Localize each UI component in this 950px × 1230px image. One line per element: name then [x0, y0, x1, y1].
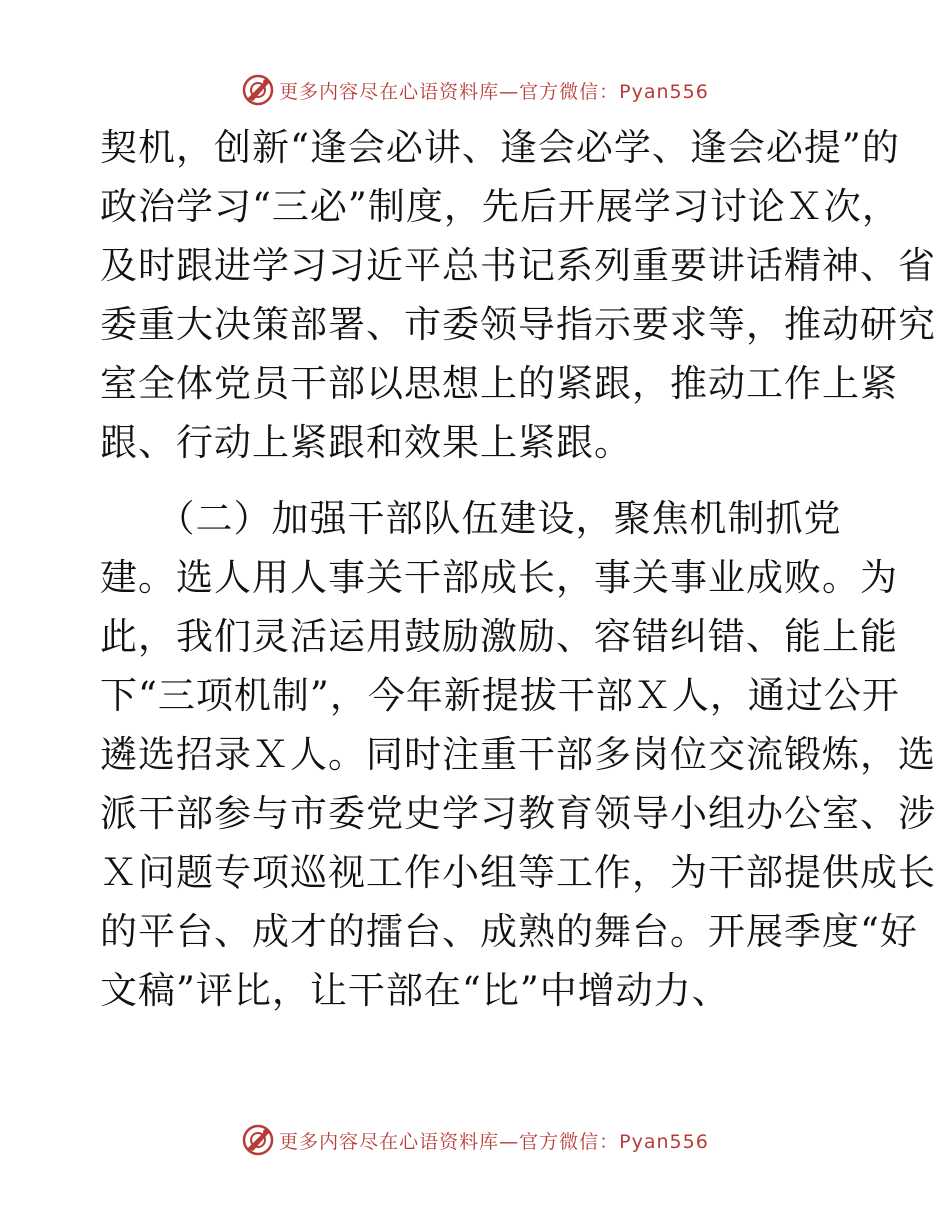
text-line: 文稿”评比，让干部在“比”中增动力、 — [100, 969, 730, 1012]
text-line: 政治学习“三必”制度，先后开展学习讨论Ｘ次， — [100, 185, 900, 228]
text-line: 遴选招录Ｘ人。同时注重干部多岗位交流锻炼，选 — [100, 733, 936, 776]
paragraph-1 — [100, 118, 936, 472]
paragraph-gap — [100, 472, 850, 489]
paragraph-2 — [100, 489, 936, 1020]
watermark-text: 更多内容尽在心语资料库—官方微信：Pyan556 — [279, 80, 709, 103]
text-line: 委重大决策部署、市委领导指示要求等，推动研究 — [100, 303, 936, 346]
brand-logo-icon — [241, 1123, 275, 1157]
text-line: 的平台、成才的擂台、成熟的舞台。开展季度“好 — [100, 910, 918, 953]
brand-logo-icon — [241, 73, 275, 107]
text-line: 契机，创新“逢会必讲、逢会必学、逢会必提”的 — [100, 126, 900, 169]
text-line: （二）加强干部队伍建设，聚焦机制抓党 — [100, 497, 842, 540]
text-line: 下“三项机制”，今年新提拔干部Ｘ人，通过公开 — [100, 674, 900, 717]
text-line: 此，我们灵活运用鼓励激励、容错纠错、能上能 — [100, 615, 898, 658]
document-body — [100, 118, 936, 1020]
text-line: 派干部参与市委党史学习教育领导小组办公室、涉 — [100, 792, 936, 835]
watermark-banner-top — [0, 70, 950, 110]
watermark-banner-bottom — [0, 1120, 950, 1160]
watermark-text: 更多内容尽在心语资料库—官方微信：Pyan556 — [279, 1130, 709, 1153]
text-line: 跟、行动上紧跟和效果上紧跟。 — [100, 421, 632, 464]
text-line: 及时跟进学习习近平总书记系列重要讲话精神、省 — [100, 244, 936, 287]
text-line: 建。选人用人事关干部成长，事关事业成败。为 — [100, 556, 898, 599]
text-line: 室全体党员干部以思想上的紧跟，推动工作上紧 — [100, 362, 898, 405]
text-line: Ｘ问题专项巡视工作小组等工作，为干部提供成长 — [100, 851, 936, 894]
